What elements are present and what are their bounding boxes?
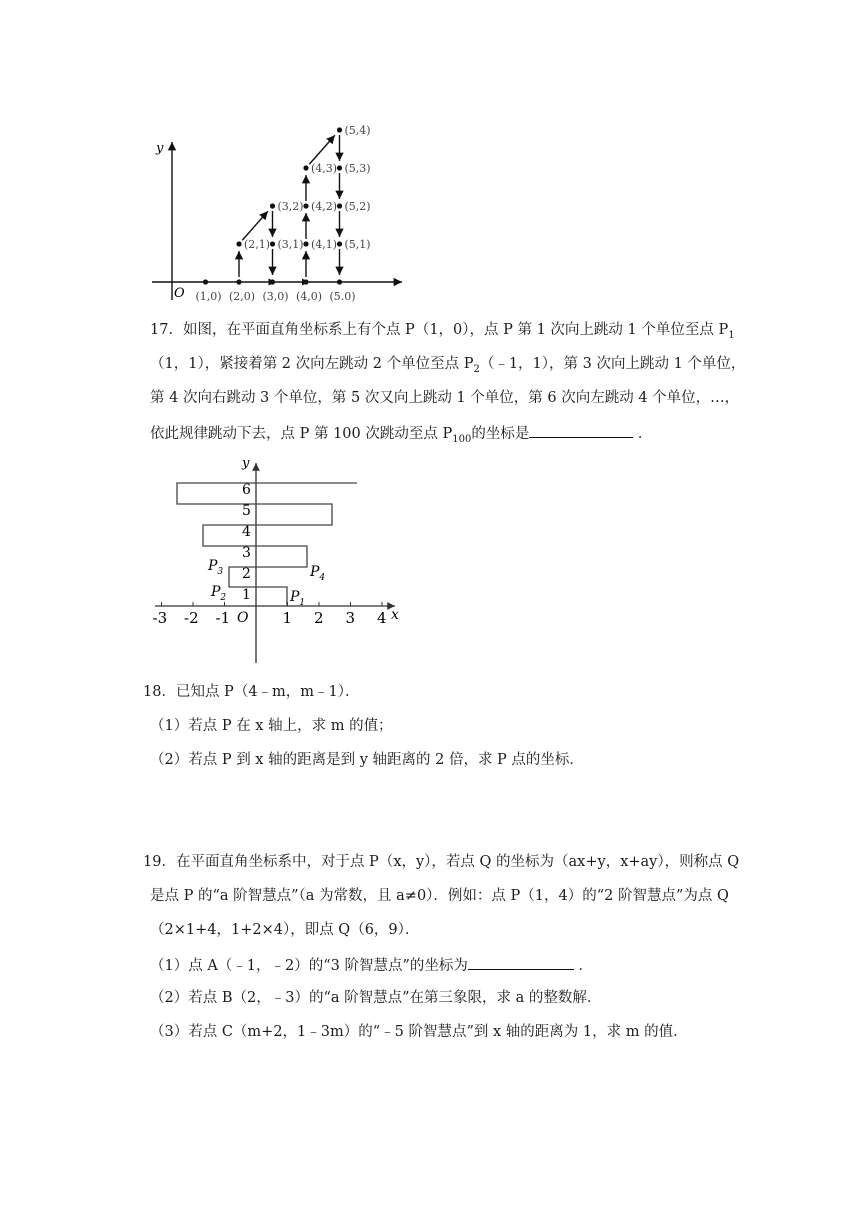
lattice-point [270, 203, 275, 208]
x-tick-label: -3 [152, 609, 168, 627]
lattice-point [203, 279, 208, 284]
q17-line-4: 依此规律跳动下去，点 P 第 100 次跳动至点 $P_{100}$的坐标是 ． [150, 422, 652, 450]
q19-line-5: （2）若点 B（2，﹣3）的“a 阶智慧点”在第三象限，求 a 的整数解． [150, 990, 602, 1006]
q19-line-4: （1）点 A（﹣1，﹣2）的“3 阶智慧点”的坐标为 ． [150, 954, 593, 976]
q17-line-2: （1，1），紧接着第 2 次向左跳动 2 个单位至点 $P_2(﹣1$，1），第 3 次向上跳动 1 个单位， [150, 356, 746, 375]
y-tick-label: 2 [242, 566, 251, 582]
svg-text:P1: $P_1$ [290, 589, 306, 608]
point-label: (3,1) [277, 238, 304, 251]
svg-text:P2: $P_2$ [211, 584, 227, 603]
point-label: (4,0) [296, 290, 323, 303]
y-tick-label: 6 [242, 482, 251, 498]
x-tick-label: -1 [215, 609, 231, 627]
lattice-point [303, 165, 308, 170]
lattice-point [337, 241, 342, 246]
point-label: (5,4) [344, 124, 371, 137]
point-label: (5,3) [344, 162, 371, 175]
q18-line-3: （2）若点 P 到 x 轴的距离是到 y 轴距离的 2 倍，求 P 点的坐标． [150, 752, 584, 768]
lattice-point [337, 165, 342, 170]
point-label: (5.0) [329, 290, 356, 303]
x-tick-label: -2 [184, 609, 199, 627]
x-tick-label: 4 [377, 609, 387, 627]
point-label: (1,0) [195, 290, 222, 303]
jump-arrow [309, 135, 335, 164]
q18-line-1: 18．已知点 P（4﹣m，m﹣1）． [143, 684, 360, 700]
answer-blank-19[interactable] [468, 954, 574, 970]
q17-line-3: 第 4 次向右跳动 3 个单位，第 5 次又向上跳动 1 个单位，第 6 次向左跳动 4 个单位，…， [150, 390, 740, 406]
y-axis-label: y [242, 456, 250, 471]
lattice-point [337, 279, 342, 284]
spiral-figure-2 [145, 455, 415, 667]
q19-line-2: 是点 P 的“a 阶智慧点”（a 为常数，且 a≠0）．例如：点 P（1，4）的“2 阶智慧点”为点 Q [150, 888, 729, 904]
x-tick-label: 2 [314, 609, 324, 627]
p3-label [207, 558, 223, 577]
lattice-point [236, 279, 241, 284]
point-label: (5,2) [344, 200, 371, 213]
x-tick-label: 3 [345, 609, 356, 627]
y-tick-label: 3 [242, 545, 251, 561]
q19-line-3: （2×1+4，1+2×4），即点 Q（6，9）． [150, 922, 420, 938]
svg-text:P3: $P_3$ [208, 558, 224, 577]
lattice-point [303, 241, 308, 246]
spiral-path [177, 483, 357, 606]
point-label: (4,2) [311, 200, 338, 213]
y-tick-label: 4 [242, 524, 251, 540]
x-tick-label: 1 [282, 609, 293, 627]
p4-label [309, 564, 325, 583]
answer-blank-17[interactable] [529, 422, 633, 438]
origin-label: O [174, 286, 185, 301]
lattice-point [270, 241, 275, 246]
y-axis-label: y [156, 141, 164, 156]
y-tick-label: 5 [242, 503, 251, 519]
point-label: (3,0) [262, 290, 289, 303]
point-label: (5,1) [344, 238, 371, 251]
origin-label: O [237, 610, 249, 626]
jump-arrow [242, 211, 268, 240]
p1-label [289, 589, 305, 608]
q19-line-6: （3）若点 C（m+2，1﹣3m）的“﹣5 阶智慧点”到 x 轴的距离为 1，求 m 的值． [150, 1024, 688, 1040]
q18-line-2: （1）若点 P 在 x 轴上，求 m 的值； [150, 718, 393, 734]
svg-text:P4: $P_4$ [310, 564, 326, 583]
x-axis-label: x [391, 607, 399, 623]
q17-line-1: 17．如图，在平面直角坐标系上有个点 P（1，0），点 P 第 1 次向上跳动 1 个单位至点 $P_1$ [150, 322, 735, 341]
lattice-point [303, 203, 308, 208]
lattice-point [337, 127, 342, 132]
lattice-point [337, 203, 342, 208]
point-label: (4,1) [311, 238, 338, 251]
point-label: (3,2) [277, 200, 304, 213]
y-tick-label: 1 [242, 587, 251, 603]
point-label: (4,3) [311, 162, 338, 175]
lattice-point [236, 241, 241, 246]
q19-line-1: 19．在平面直角坐标系中，对于点 P（x，y），若点 Q 的坐标为（ax+y，x+ay），则称点 Q [143, 854, 740, 870]
point-label: (2,0) [229, 290, 256, 303]
p2-label [210, 584, 226, 603]
point-label: (2,1) [244, 238, 271, 251]
jump-figure-1 [140, 100, 420, 310]
